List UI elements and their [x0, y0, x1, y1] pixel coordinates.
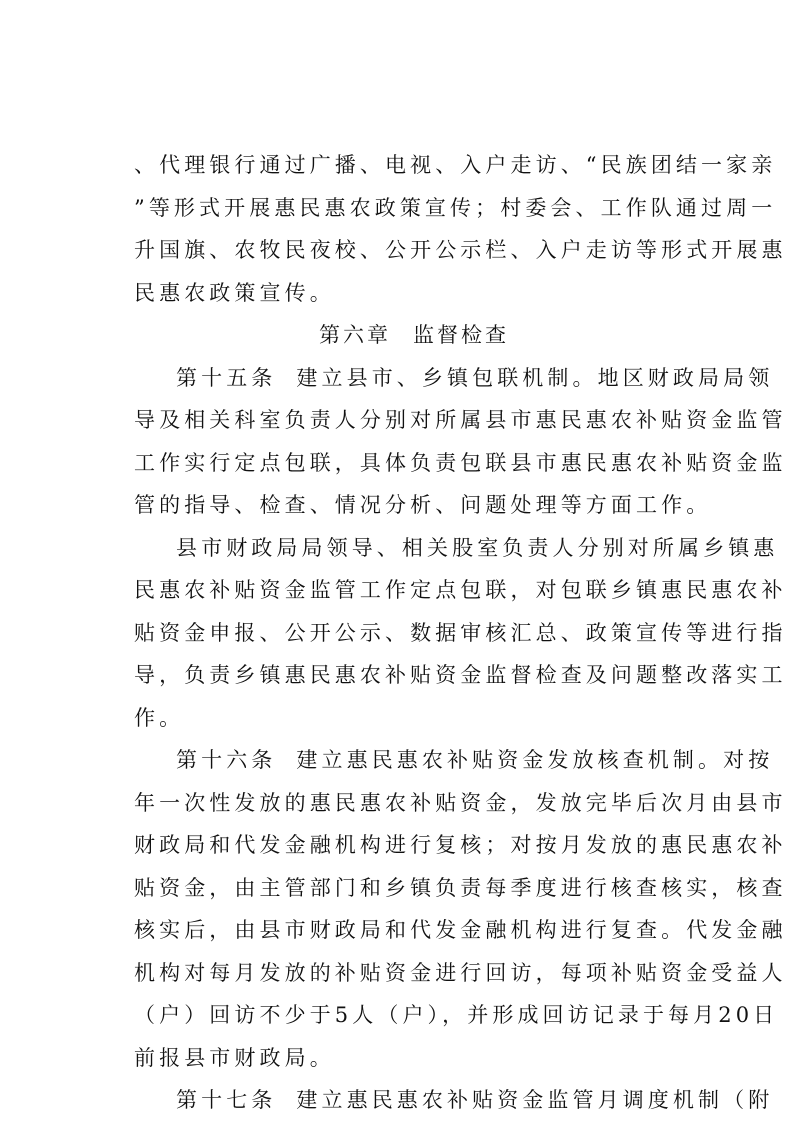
text-line: 工作实行定点包联，具体负责包联县市惠民惠农补贴资金监 [134, 451, 787, 475]
text-line: 导，负责乡镇惠民惠农补贴资金监督检查及问题整改落实工 [134, 663, 787, 687]
article-number: 第十五条 [176, 366, 277, 390]
text-line: 升国旗、农牧民夜校、公开公示栏、入户走访等形式开展惠 [134, 238, 787, 262]
text-line: 民惠农补贴资金监管工作定点包联，对包联乡镇惠民惠农补 [134, 578, 787, 602]
text-line: 作。 [134, 706, 185, 730]
text-line: 县市财政局局领导、相关股室负责人分别对所属乡镇惠 [176, 536, 779, 560]
chapter-number: 第六章 [319, 323, 391, 347]
article-15-first-line [176, 364, 774, 392]
article-17-first-line [176, 1086, 774, 1114]
text-line: 财政局和代发金融机构进行复核；对按月发放的惠民惠农补 [134, 833, 787, 857]
article-16-first-line [176, 746, 774, 774]
text-line: 民惠农政策宣传。 [134, 281, 335, 305]
article-number: 第十六条 [176, 748, 277, 772]
chapter-title: 监督检查 [413, 323, 509, 347]
text-line: 贴资金申报、公开公示、数据审核汇总、政策宣传等进行指 [134, 621, 787, 645]
article-text: 建立县市、乡镇包联机制。地区财政局局领 [296, 366, 774, 390]
text-line: ”等形式开展惠民惠农政策宣传；村委会、工作队通过周一 [134, 196, 777, 220]
text-line: 、代理银行通过广播、电视、入户走访、“民族团结一家亲 [134, 153, 777, 177]
chapter-heading [134, 321, 694, 349]
article-text: 建立惠民惠农补贴资金监管月调度机制（附 [296, 1088, 774, 1112]
text-line: 前报县市财政局。 [134, 1046, 335, 1070]
text-line: 机构对每月发放的补贴资金进行回访，每项补贴资金受益人 [134, 961, 787, 985]
article-text: 建立惠民惠农补贴资金发放核查机制。对按 [296, 748, 774, 772]
text-line: 核实后，由县市财政局和代发金融机构进行复查。代发金融 [134, 918, 787, 942]
text-line: 导及相关科室负责人分别对所属县市惠民惠农补贴资金监管 [134, 408, 787, 432]
text-line: 年一次性发放的惠民惠农补贴资金，发放完毕后次月由县市 [134, 791, 787, 815]
article-number: 第十七条 [176, 1088, 277, 1112]
text-line: 贴资金，由主管部门和乡镇负责每季度进行核查核实，核查 [134, 876, 787, 900]
text-line: 管的指导、检查、情况分析、问题处理等方面工作。 [134, 493, 712, 517]
text-line: （户）回访不少于5人（户），并形成回访记录于每月20日 [134, 1003, 779, 1027]
